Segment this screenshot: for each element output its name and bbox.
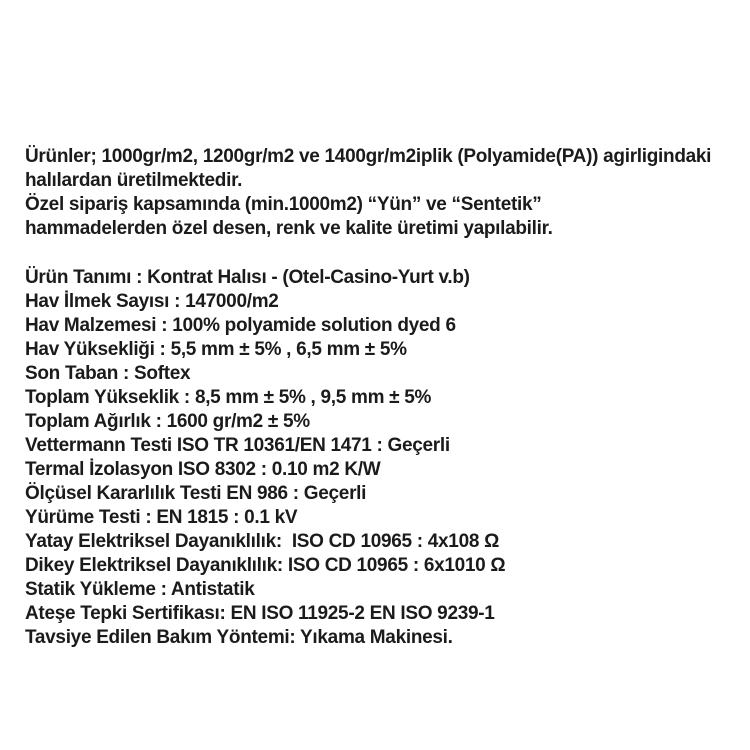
intro-line: hammadelerden özel desen, renk ve kalite üretimi yapılabilir. (25, 218, 553, 239)
spec-line-hav-malzemesi: Hav Malzemesi : 100% polyamide solution dyed 6 (25, 315, 456, 336)
intro-line: halılardan üretilmektedir. (25, 170, 243, 191)
spec-line-hav-ilmek-sayisi: Hav İlmek Sayısı : 147000/m2 (25, 291, 279, 312)
spec-line-toplam-yukseklik: Toplam Yükseklik : 8,5 mm ± 5% , 9,5 mm ± 5% (25, 387, 432, 408)
spec-line-tavsiye-bakim: Tavsiye Edilen Bakım Yöntemi: Yıkama Makinesi. (25, 627, 453, 648)
spec-line-atese-tepki: Ateşe Tepki Sertifikası: EN ISO 11925-2 EN ISO 9239-1 (25, 603, 495, 624)
spec-line-dikey-elektriksel: Dikey Elektriksel Dayanıklılık: ISO CD 10965 : 6x1010 Ω (25, 555, 506, 576)
text-block (25, 145, 735, 650)
spec-line-olcusel-kararlilik: Ölçüsel Kararlılık Testi EN 986 : Geçerli (25, 483, 367, 504)
spec-line-hav-yuksekligi: Hav Yüksekliği : 5,5 mm ± 5% , 6,5 mm ± 5% (25, 339, 407, 360)
spec-line-urun-tanimi: Ürün Tanımı : Kontrat Halısı - (Otel-Casino-Yurt v.b) (25, 267, 470, 288)
spec-line-yatay-elektriksel: Yatay Elektriksel Dayanıklılık: ISO CD 10965 : 4x108 Ω (25, 531, 500, 552)
spec-line-yurume-testi: Yürüme Testi : EN 1815 : 0.1 kV (25, 507, 298, 528)
spec-line-toplam-agirlik: Toplam Ağırlık : 1600 gr/m2 ± 5% (25, 411, 310, 432)
intro-line: Ürünler; 1000gr/m2, 1200gr/m2 ve 1400gr/m2iplik (Polyamide(PA)) agirligindaki (25, 146, 712, 167)
spec-line-statik-yukleme: Statik Yükleme : Antistatik (25, 579, 255, 600)
spec-line-son-taban: Son Taban : Softex (25, 363, 191, 384)
product-intro-paragraph (25, 145, 735, 241)
product-specs-list (25, 266, 735, 650)
spec-line-vettermann-testi: Vettermann Testi ISO TR 10361/EN 1471 : Geçerli (25, 435, 450, 456)
intro-line: Özel sipariş kapsamında (min.1000m2) “Yün” ve “Sentetik” (25, 194, 542, 215)
spec-line-termal-izolasyon: Termal İzolasyon ISO 8302 : 0.10 m2 K/W (25, 459, 381, 480)
